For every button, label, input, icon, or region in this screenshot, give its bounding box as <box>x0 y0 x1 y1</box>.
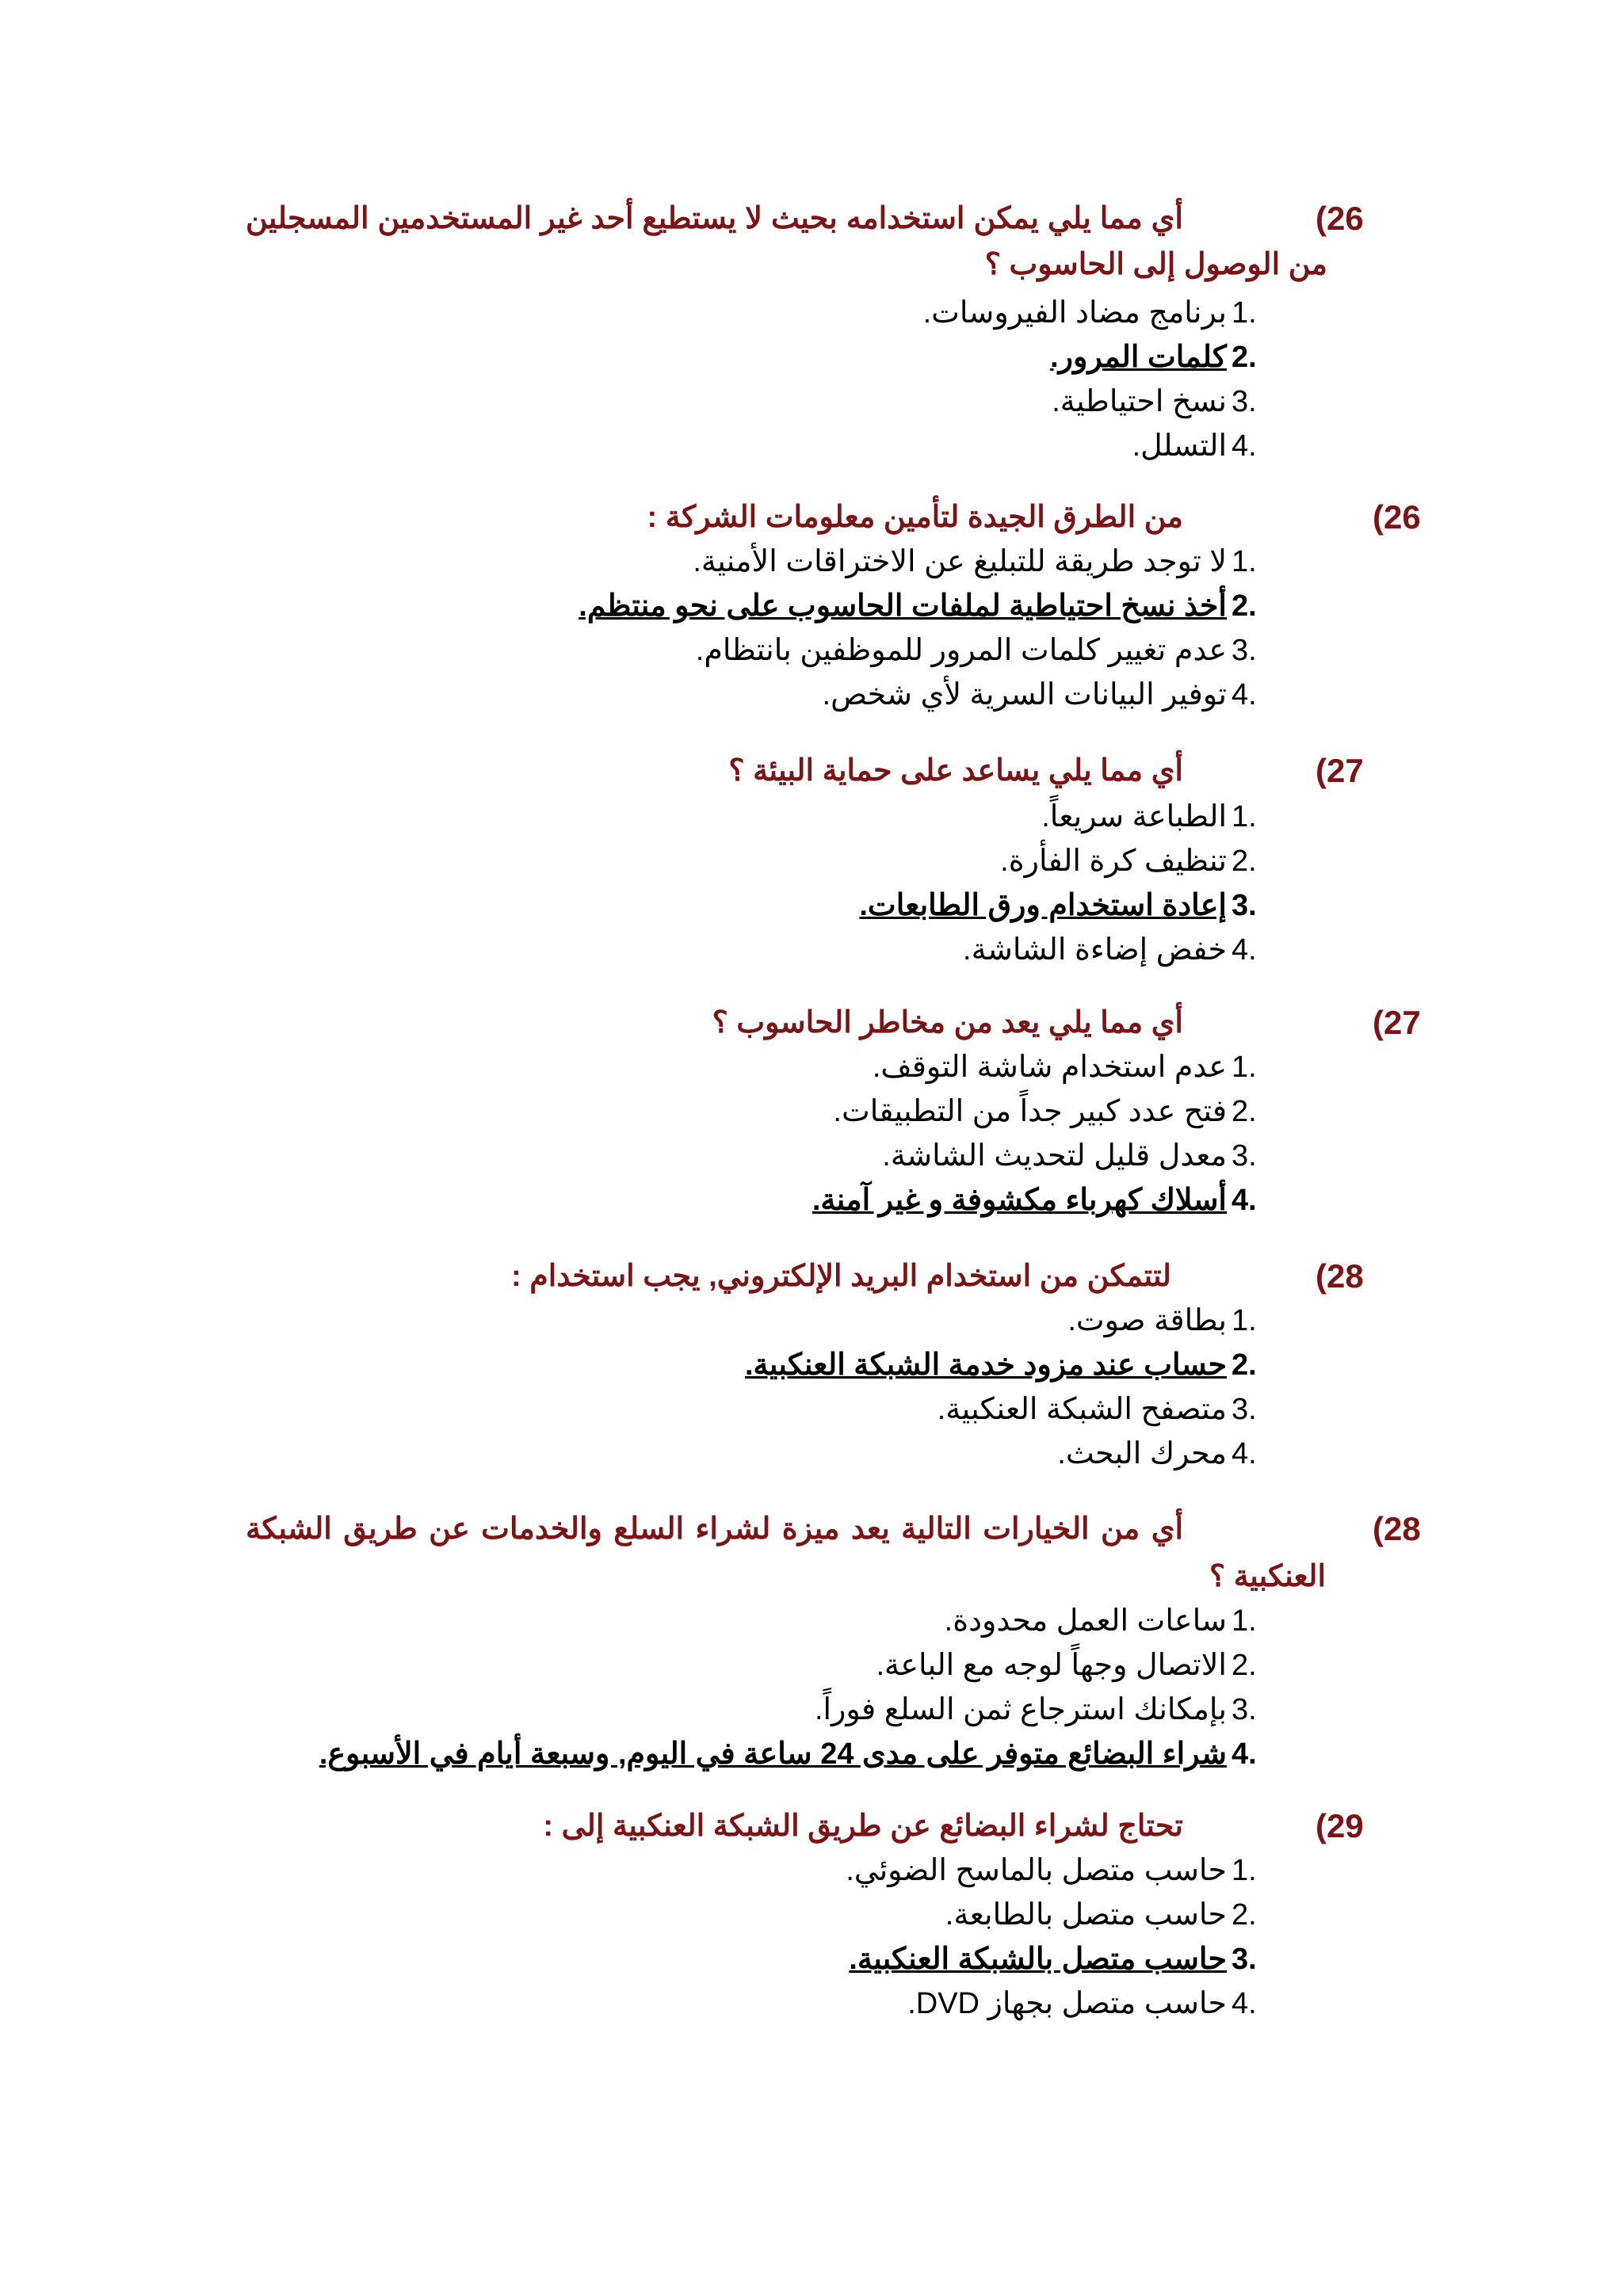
option: 2. الاتصال وجهاً لوجه مع الباعة. <box>876 1649 1257 1682</box>
option-correct: 3. إعادة استخدام ورق الطابعات. <box>859 889 1257 922</box>
question-text-continued: من الوصول إلى الحاسوب ؟ <box>984 248 1327 281</box>
option-correct: 4. شراء البضائع متوفر على مدى 24 ساعة في اليوم, وسبعة أيام في الأسبوع. <box>319 1737 1257 1771</box>
option: 4. محرك البحث. <box>1057 1437 1257 1470</box>
option: 4. التسلل. <box>1132 429 1257 463</box>
option-correct: 2. أخذ نسخ احتياطية لملفات الحاسوب على نحو منتظم. <box>579 589 1257 623</box>
question-text: أي مما يلي يساعد على حماية البيئة ؟ <box>728 754 1183 788</box>
option: 2. حاسب متصل بالطابعة. <box>945 1898 1257 1932</box>
option: 3. عدم تغيير كلمات المرور للموظفين بانتظام. <box>695 634 1257 667</box>
question-text: أي مما يلي يعد من مخاطر الحاسوب ؟ <box>712 1006 1183 1039</box>
question-number: (28 <box>1373 1510 1421 1547</box>
option: 3. متصفح الشبكة العنكبية. <box>937 1393 1257 1426</box>
question-number: (26 <box>1373 498 1421 536</box>
option: 1. بطاقة صوت. <box>1067 1304 1257 1337</box>
question-text: أي مما يلي يمكن استخدامه بحيث لا يستطيع أحد غير المستخدمين المسجلين <box>246 202 1183 235</box>
option: 2. فتح عدد كبير جداً من التطبيقات. <box>833 1095 1257 1128</box>
options-list <box>579 540 1257 717</box>
option: 1. حاسب متصل بالماسح الضوئي. <box>846 1854 1257 1887</box>
option: 4. خفض إضاءة الشاشة. <box>963 933 1257 967</box>
options-list <box>812 1045 1257 1222</box>
options-list <box>922 291 1257 468</box>
question-text: من الطرق الجيدة لتأمين معلومات الشركة : <box>647 501 1183 534</box>
option: 3. نسخ احتياطية. <box>1052 385 1257 418</box>
option-correct: 2. كلمات المرور. <box>1050 341 1257 374</box>
question-text: لتتمكن من استخدام البريد الإلكتروني, يجب استخدام : <box>511 1260 1171 1293</box>
option: 1. ساعات العمل محدودة. <box>944 1604 1257 1638</box>
question-number: (26 <box>1316 200 1364 237</box>
option-correct: 2. حساب عند مزود خدمة الشبكة العنكبية. <box>744 1348 1257 1382</box>
option-correct: 4. أسلاك كهرباء مكشوفة و غير آمنة. <box>812 1184 1257 1217</box>
question-number: (28 <box>1316 1257 1364 1295</box>
question-text-continued: العنكبية ؟ <box>1209 1560 1326 1593</box>
options-list <box>744 1299 1257 1476</box>
question-number: (27 <box>1373 1004 1421 1041</box>
option: 1. لا توجد طريقة للتبليغ عن الاختراقات الأمنية. <box>693 545 1257 578</box>
question-number: (29 <box>1316 1807 1364 1844</box>
question-text: تحتاج لشراء البضائع عن طريق الشبكة العنكبية إلى : <box>543 1810 1183 1843</box>
option: 2. تنظيف كرة الفأرة. <box>1000 845 1257 878</box>
option-correct: 3. حاسب متصل بالشبكة العنكبية. <box>849 1943 1257 1976</box>
option: 1. عدم استخدام شاشة التوقف. <box>872 1051 1257 1084</box>
option: 3. معدل قليل لتحديث الشاشة. <box>882 1139 1257 1173</box>
options-list <box>846 1848 1257 2026</box>
option: 4. توفير البيانات السرية لأي شخص. <box>822 678 1257 711</box>
options-list <box>319 1599 1257 1776</box>
options-list <box>859 795 1257 972</box>
option: 3. بإمكانك استرجاع ثمن السلع فوراً. <box>814 1693 1257 1726</box>
option: 1. الطباعة سريعاً. <box>1041 800 1257 833</box>
option: 4. حاسب متصل بجهاز DVD. <box>907 1987 1257 2020</box>
option: 1. برنامج مضاد الفيروسات. <box>922 296 1257 330</box>
question-number: (27 <box>1316 752 1364 789</box>
question-text: أي من الخيارات التالية يعد ميزة لشراء السلع والخدمات عن طريق الشبكة <box>246 1512 1183 1546</box>
